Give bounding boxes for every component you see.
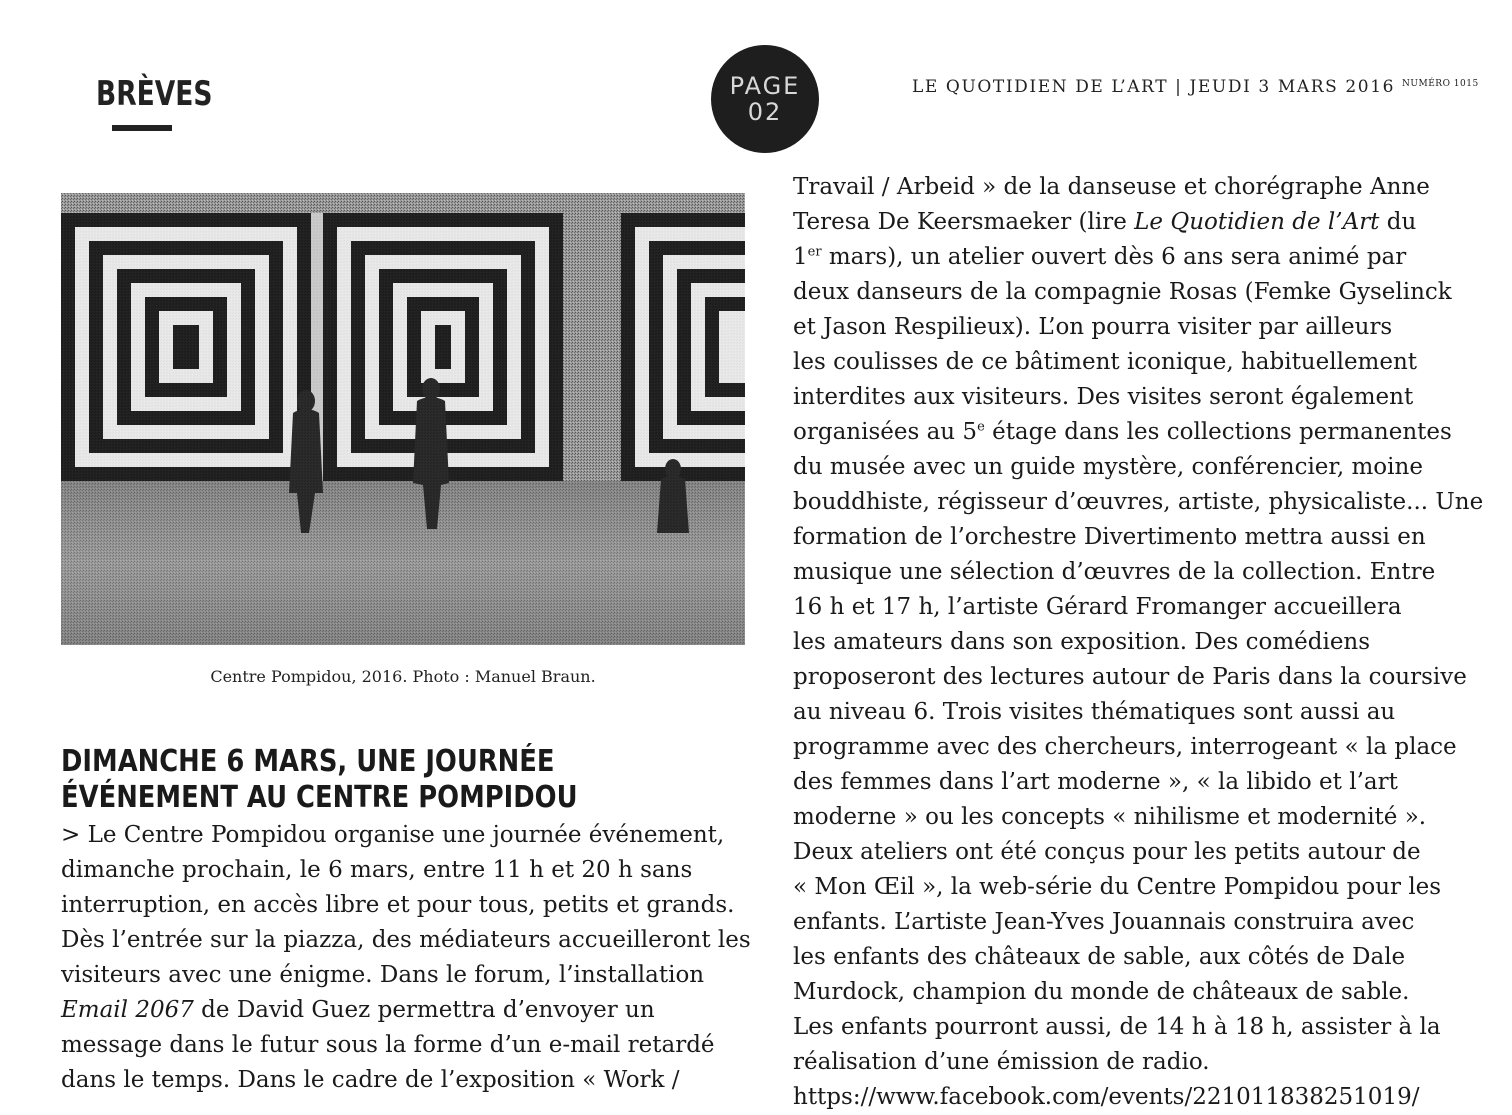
ordinal-suffix: er (807, 244, 822, 260)
article-photo (61, 193, 745, 645)
event-link[interactable]: https://www.facebook.com/events/221011838251019/ (793, 1084, 1420, 1110)
body-line: Travail / Arbeid » de la danseuse et chorégraphe Anne (793, 174, 1430, 200)
body-line: Les enfants pourront aussi, de 14 h à 18 h, assister à la (793, 1014, 1441, 1040)
publication-title: Le Quotidien de l’Art (1134, 209, 1380, 235)
body-line (793, 205, 1483, 240)
page-badge-label: PAGE (729, 72, 801, 100)
body-line: interruption, en accès libre et pour tous, petits et grands. (61, 892, 735, 918)
body-line: visiteurs avec une énigme. Dans le forum, l’installation (61, 962, 705, 988)
section-label: BRÈVES (96, 74, 213, 114)
body-line: 16 h et 17 h, l’artiste Gérard Fromanger accueillera (793, 594, 1402, 620)
body-line: formation de l’orchestre Divertimento mettra aussi en (793, 524, 1426, 550)
body-text: de David Guez permettra d’envoyer un (193, 997, 655, 1023)
headline-line: DIMANCHE 6 MARS, UNE JOURNÉE (61, 744, 555, 779)
body-line (793, 415, 1483, 450)
body-line: dimanche prochain, le 6 mars, entre 11 h et 20 h sans (61, 857, 693, 883)
body-text: mars), un atelier ouvert dès 6 ans sera animé par (821, 244, 1407, 270)
body-line: Murdock, champion du monde de châteaux de sable. (793, 979, 1410, 1005)
headline-line: ÉVÉNEMENT AU CENTRE POMPIDOU (61, 780, 578, 815)
body-line: > Le Centre Pompidou organise une journée événement, (61, 822, 725, 848)
body-text: 1 (793, 244, 808, 270)
masthead-title: LE QUOTIDIEN DE L’ART | JEUDI 3 MARS 2016 (912, 77, 1396, 97)
body-line: et Jason Respilieux). L’on pourra visiter par ailleurs (793, 314, 1393, 340)
body-text: du (1379, 209, 1417, 235)
body-line: du musée avec un guide mystère, conférencier, moine (793, 454, 1423, 480)
body-line: « Mon Œil », la web-série du Centre Pompidou pour les (793, 874, 1442, 900)
body-line: moderne » ou les concepts « nihilisme et modernité ». (793, 804, 1427, 830)
ordinal-suffix: e (977, 419, 985, 435)
body-line: des femmes dans l’art moderne », « la libido et l’art (793, 769, 1398, 795)
body-line: proposeront des lectures autour de Paris dans la coursive (793, 664, 1467, 690)
article-body-left (61, 818, 751, 1098)
body-line: message dans le futur sous la forme d’un e-mail retardé (61, 1032, 715, 1058)
body-line: interdites aux visiteurs. Des visites seront également (793, 384, 1414, 410)
article-headline (61, 744, 663, 816)
masthead (912, 77, 1479, 97)
body-line: les coulisses de ce bâtiment iconique, habituellement (793, 349, 1418, 375)
body-line: Deux ateliers ont été conçus pour les petits autour de (793, 839, 1421, 865)
article-body-right (793, 170, 1483, 1115)
photo-caption: Centre Pompidou, 2016. Photo : Manuel Braun. (210, 667, 596, 686)
body-text: Teresa De Keersmaeker (lire (793, 209, 1135, 235)
body-line: programme avec des chercheurs, interrogeant « la place (793, 734, 1457, 760)
body-line: dans le temps. Dans le cadre de l’exposition « Work / (61, 1067, 680, 1093)
issue-number: NUMÉRO 1015 (1402, 79, 1479, 89)
page-number-badge (711, 45, 819, 153)
body-line: bouddhiste, régisseur d’œuvres, artiste, physicaliste... Une (793, 489, 1484, 515)
section-rule (112, 125, 172, 131)
body-line: au niveau 6. Trois visites thématiques sont aussi au (793, 699, 1396, 725)
body-line (793, 240, 1483, 275)
body-line: réalisation d’une émission de radio. (793, 1049, 1210, 1075)
body-line: musique une sélection d’œuvres de la collection. Entre (793, 559, 1436, 585)
body-line: les amateurs dans son exposition. Des comédiens (793, 629, 1371, 655)
artwork-title: Email 2067 (61, 997, 194, 1023)
body-text: étage dans les collections permanentes (984, 419, 1452, 445)
body-line: Dès l’entrée sur la piazza, des médiateurs accueilleront les (61, 927, 751, 953)
body-line (61, 993, 751, 1028)
page-badge-number: 02 (747, 98, 783, 126)
body-text: organisées au 5 (793, 419, 978, 445)
body-line: les enfants des châteaux de sable, aux côtés de Dale (793, 944, 1406, 970)
body-line: deux danseurs de la compagnie Rosas (Femke Gyselinck (793, 279, 1452, 305)
body-line: enfants. L’artiste Jean-Yves Jouannais construira avec (793, 909, 1415, 935)
